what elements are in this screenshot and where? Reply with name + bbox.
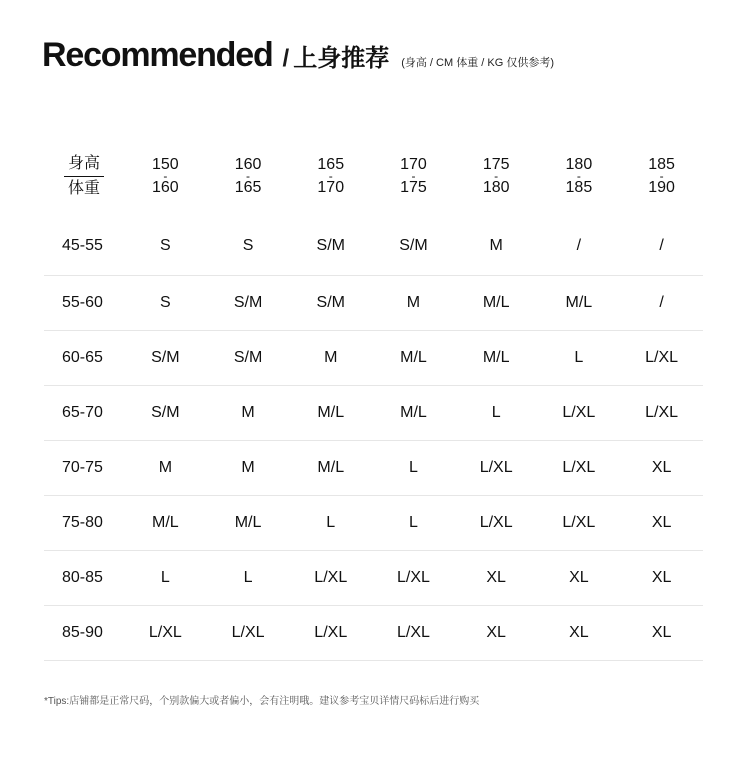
size-cell: M/L <box>289 440 372 495</box>
size-cell: XL <box>455 605 538 660</box>
table-row <box>44 495 703 550</box>
size-cell: S/M <box>207 275 290 330</box>
corner-height-label: 身高 <box>67 154 100 172</box>
table-row <box>44 385 703 440</box>
size-cell: S/M <box>124 385 207 440</box>
title-chinese: 上身推荐 <box>293 45 390 72</box>
size-cell: M <box>207 440 290 495</box>
weight-range-cell: 45-55 <box>62 236 103 254</box>
table-row <box>44 440 703 495</box>
height-range-header: 165 - 170 <box>317 156 345 196</box>
size-cell: M/L <box>289 385 372 440</box>
title-english: Recommended <box>42 36 273 74</box>
size-cell: S <box>160 236 171 254</box>
size-cell: M <box>289 330 372 385</box>
size-cell: XL <box>455 550 538 605</box>
size-cell: S <box>124 275 207 330</box>
page-header <box>42 36 554 75</box>
table-row <box>44 275 703 330</box>
size-cell: L/XL <box>538 385 621 440</box>
size-cell: / <box>659 236 664 254</box>
height-range-header: 185 - 190 <box>648 156 675 196</box>
table-row <box>44 217 703 275</box>
size-cell: L/XL <box>289 605 372 660</box>
size-cell: M <box>124 440 207 495</box>
title-separator: / <box>282 45 290 72</box>
size-cell: M/L <box>538 275 621 330</box>
height-range-header: 175 - 180 <box>482 156 510 196</box>
size-cell: XL <box>620 550 703 605</box>
size-cell: S/M <box>289 275 372 330</box>
size-cell: L <box>289 495 372 550</box>
size-cell: XL <box>538 605 621 660</box>
units-note: (身高 / CM 体重 / KG 仅供参考) <box>401 57 554 69</box>
size-cell: L/XL <box>538 495 621 550</box>
size-cell: L <box>124 550 207 605</box>
corner-divider <box>64 176 104 177</box>
size-cell: L <box>455 385 538 440</box>
weight-range-cell: 55-60 <box>44 275 124 330</box>
height-range-header: 150 - 160 <box>152 156 179 196</box>
size-cell: S/M <box>316 236 345 254</box>
size-cell: XL <box>620 440 703 495</box>
size-cell: L/XL <box>289 550 372 605</box>
size-cell: M <box>489 236 503 254</box>
size-cell: L <box>372 495 455 550</box>
size-recommendation-table <box>44 135 703 661</box>
weight-range-cell: 80-85 <box>44 550 124 605</box>
size-cell: L/XL <box>372 605 455 660</box>
size-cell: XL <box>538 550 621 605</box>
weight-range-cell: 70-75 <box>44 440 124 495</box>
size-cell: M/L <box>124 495 207 550</box>
size-cell: XL <box>620 605 703 660</box>
height-range-header: 170 - 175 <box>400 156 427 196</box>
size-cell: L <box>372 440 455 495</box>
size-cell: L <box>207 550 290 605</box>
size-cell: M/L <box>455 275 538 330</box>
size-cell: L/XL <box>455 440 538 495</box>
size-cell: L/XL <box>207 605 290 660</box>
size-cell: L/XL <box>620 385 703 440</box>
size-cell: XL <box>620 495 703 550</box>
corner-header <box>44 135 124 217</box>
height-range-header: 180 - 185 <box>565 156 593 196</box>
size-cell: M <box>372 275 455 330</box>
table-row <box>44 605 703 660</box>
table-row <box>44 330 703 385</box>
size-cell: M/L <box>207 495 290 550</box>
height-range-header: 160 - 165 <box>234 156 262 196</box>
size-cell: / <box>620 275 703 330</box>
weight-range-cell: 65-70 <box>44 385 124 440</box>
height-header-row <box>44 135 703 217</box>
table-row <box>44 550 703 605</box>
size-cell: S/M <box>124 330 207 385</box>
size-cell: L/XL <box>455 495 538 550</box>
size-cell: S/M <box>207 330 290 385</box>
weight-range-cell: 60-65 <box>44 330 124 385</box>
size-cell: / <box>576 236 582 254</box>
size-cell: M <box>207 385 290 440</box>
size-cell: M/L <box>372 330 455 385</box>
size-cell: L/XL <box>620 330 703 385</box>
size-cell: L/XL <box>124 605 207 660</box>
corner-weight-label: 体重 <box>67 179 100 197</box>
size-cell: L/XL <box>372 550 455 605</box>
size-cell: M/L <box>455 330 538 385</box>
size-cell: L <box>538 330 621 385</box>
size-cell: M/L <box>372 385 455 440</box>
size-cell: S/M <box>399 236 428 254</box>
weight-range-cell: 85-90 <box>44 605 124 660</box>
tips-note: *Tips:店铺都是正常尺码，个别款偏大或者偏小，会有注明哦。建议参考宝贝详情尺码标后进行购买 <box>44 696 480 707</box>
size-cell: S <box>242 236 254 254</box>
weight-range-cell: 75-80 <box>44 495 124 550</box>
size-cell: L/XL <box>538 440 621 495</box>
